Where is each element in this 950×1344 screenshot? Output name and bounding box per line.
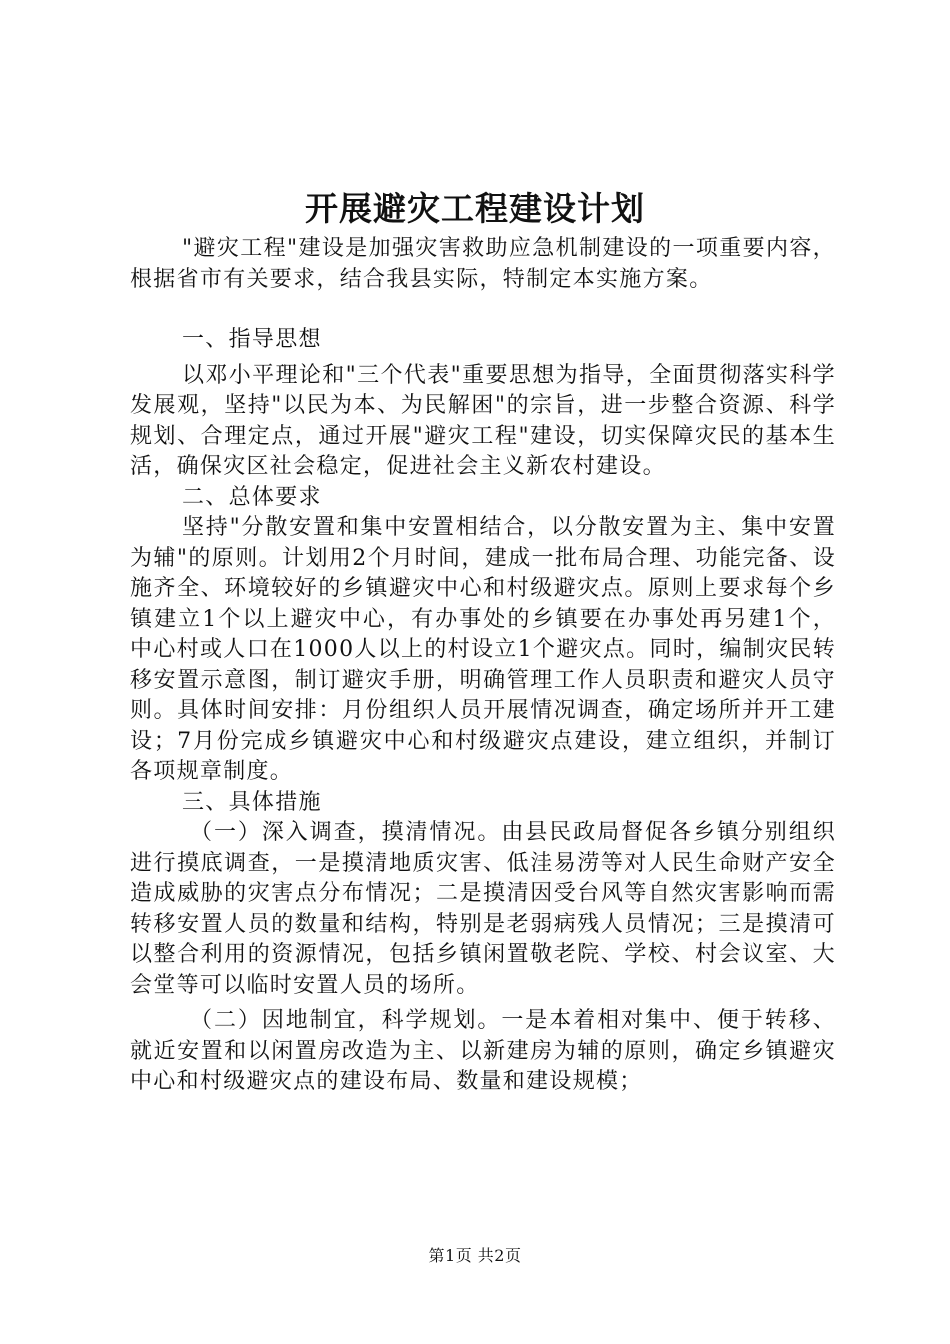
- section-heading-measures: 三、具体措施: [182, 789, 322, 815]
- intro-paragraph: "避灾工程"建设是加强灾害救助应急机制建设的一项重要内容，根据省市有关要求，结合我县实际，特制定本实施方案。: [130, 236, 836, 292]
- section-heading-guiding: 一、指导思想: [182, 327, 322, 352]
- page-number-footer: 第1页 共2页: [428, 1246, 522, 1265]
- measure-2-paragraph: （二）因地制宜，科学规划。一是本着相对集中、便于转移、就近安置和以闲置房改造为主、以新建房为辅的原则，确定乡镇避灾中心和村级避灾点的建设布局、数量和建设规模；: [130, 1008, 836, 1094]
- guiding-paragraph: 以邓小平理论和"三个代表"重要思想为指导，全面贯彻落实科学发展观，坚持"以民为本、为民解困"的宗旨，进一步整合资源、科学规划、合理定点，通过开展"避灾工程"建设，切实保障灾民的基本生活，确保灾区社会稳定，促进社会主义新农村建设。: [130, 362, 836, 479]
- section-heading-requirements: 二、总体要求: [182, 484, 322, 510]
- measure-1-paragraph: （一）深入调查，摸清情况。由县民政局督促各乡镇分别组织进行摸底调查，一是摸清地质灾害、低洼易涝等对人民生命财产安全造成威胁的灾害点分布情况；二是摸清因受台风等自然灾害影响而需转移安置人员的数量和结构，特别是老弱病残人员情况；三是摸清可以整合利用的资源情况，包括乡镇闲置敬老院、学校、村会议室、大会堂等可以临时安置人员的场所。: [130, 820, 836, 998]
- document-body: [130, 234, 836, 1098]
- requirements-paragraph: 坚持"分散安置和集中安置相结合，以分散安置为主、集中安置为辅"的原则。计划用2个月时间，建成一批布局合理、功能完备、设施齐全、环境较好的乡镇避灾中心和村级避灾点。原则上要求每个乡镇建立1个以上避灾中心，有办事处的乡镇要在办事处再另建1个，中心村或人口在1000人以上的村设立1个避灾点。同时，编制灾民转移安置示意图，制订避灾手册，明确管理工作人员职责和避灾人员守则。具体时间安排：月份组织人员开展情况调查，确定场所并开工建设；7月份完成乡镇避灾中心和村级避灾点建设，建立组织，并制订各项规章制度。: [130, 515, 836, 784]
- document-title: 开展避灾工程建设计划: [305, 189, 645, 228]
